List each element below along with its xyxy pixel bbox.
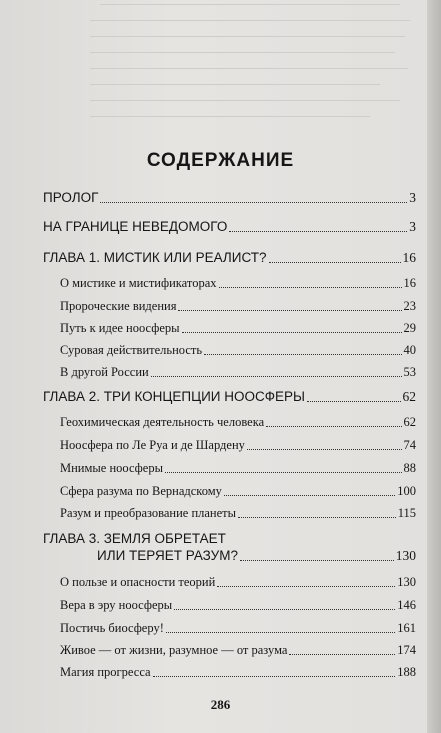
toc-entry-label: В другой России xyxy=(60,365,149,379)
toc-entry-label: Живое — от жизни, разумное — от разума xyxy=(60,643,288,657)
toc-entry-label: Постичь биосферу! xyxy=(60,621,164,635)
dot-leader xyxy=(182,332,402,333)
toc-entry-section[interactable] xyxy=(60,462,416,476)
toc-entry-section[interactable] xyxy=(60,599,416,613)
toc-entry-label: О пользе и опасности теорий xyxy=(60,575,216,589)
toc-entry-label: ГЛАВА 1. МИСТИК ИЛИ РЕАЛИСТ? xyxy=(43,250,267,265)
toc-entry-label: О мистике и мистификаторах xyxy=(60,276,217,290)
toc-entry-page: 62 xyxy=(402,389,416,404)
toc-entry-label: Вера в эру ноосферы xyxy=(60,598,173,612)
toc-entry-label: Суровая действительность xyxy=(60,343,203,357)
toc-entry-chapter-2[interactable] xyxy=(43,390,416,405)
toc-entry-page: 62 xyxy=(403,415,416,429)
toc-entry-section[interactable] xyxy=(60,666,416,680)
toc-entry-section[interactable] xyxy=(60,344,416,358)
toc-entry-section[interactable] xyxy=(60,644,416,658)
toc-entry-label: Путь к идее ноосферы xyxy=(60,321,180,335)
toc-entry-page: 130 xyxy=(395,548,416,563)
dot-leader xyxy=(289,654,395,655)
toc-entry-chapter-3-line-1[interactable]: ГЛАВА 3. ЗЕМЛЯ ОБРЕТАЕТ xyxy=(43,531,226,546)
toc-entry-label: НА ГРАНИЦЕ НЕВЕДОМОГО xyxy=(43,219,228,234)
toc-entry-page: 100 xyxy=(397,484,416,498)
dot-leader xyxy=(151,376,402,377)
toc-entry-page: 40 xyxy=(403,343,416,357)
toc-entry-section[interactable] xyxy=(60,622,416,636)
toc-entry-label: Разум и преобразование планеты xyxy=(60,506,237,520)
toc-entry-section[interactable] xyxy=(60,485,416,499)
toc-entry-page: 3 xyxy=(409,190,416,205)
page-edge xyxy=(427,0,441,733)
dot-leader xyxy=(240,560,394,561)
toc-entry-page: 53 xyxy=(403,365,416,379)
dot-leader xyxy=(238,517,396,518)
toc-entry-label: ГЛАВА 2. ТРИ КОНЦЕПЦИИ НООСФЕРЫ xyxy=(43,389,305,404)
toc-entry-page: 29 xyxy=(403,321,416,335)
dot-leader xyxy=(165,472,402,473)
dot-leader xyxy=(174,609,395,610)
dot-leader xyxy=(219,287,402,288)
toc-entry-page: 115 xyxy=(397,506,416,520)
toc-entry-page: 88 xyxy=(403,461,416,475)
page-number: 286 xyxy=(210,697,231,712)
toc-entry-section[interactable] xyxy=(60,416,416,430)
dot-leader xyxy=(229,231,407,232)
toc-entry-section[interactable] xyxy=(60,439,416,453)
toc-entry-page: 188 xyxy=(397,665,416,679)
dot-leader xyxy=(247,449,402,450)
toc-entry-page: 23 xyxy=(403,299,416,313)
dot-leader xyxy=(217,586,395,587)
toc-entry-label: Ноосфера по Ле Руа и де Шардену xyxy=(60,438,245,452)
toc-entry-page: 74 xyxy=(403,438,416,452)
toc-entry-section[interactable] xyxy=(60,366,416,380)
toc-entry-section[interactable] xyxy=(60,576,416,590)
toc-entry-unknown-border[interactable] xyxy=(43,220,416,235)
toc-entry-page: 146 xyxy=(397,598,416,612)
toc-entry-label: Мнимые ноосферы xyxy=(60,461,163,475)
toc-entry-page: 130 xyxy=(397,575,416,589)
toc-entry-label: Пророческие видения xyxy=(60,299,177,313)
dot-leader xyxy=(204,354,401,355)
toc-entry-label: ИЛИ ТЕРЯЕТ РАЗУМ? xyxy=(97,548,239,563)
toc-entry-page: 16 xyxy=(402,250,416,265)
toc-entry-page: 16 xyxy=(403,276,416,290)
toc-entry-prologue[interactable] xyxy=(43,191,416,206)
toc-entry-chapter-1[interactable] xyxy=(43,251,416,266)
dot-leader xyxy=(266,426,401,427)
toc-entry-page: 161 xyxy=(397,621,416,635)
dot-leader xyxy=(307,401,401,402)
toc-entry-section[interactable] xyxy=(60,300,416,314)
toc-entry-page: 174 xyxy=(397,643,416,657)
dot-leader xyxy=(224,495,395,496)
page-title: СОДЕРЖАНИЕ xyxy=(146,150,295,171)
toc-entry-label: Геохимическая деятельность человека xyxy=(60,415,265,429)
toc-entry-label: ПРОЛОГ xyxy=(43,190,99,205)
dot-leader xyxy=(100,202,407,203)
toc-entry-section[interactable] xyxy=(60,277,416,291)
dot-leader xyxy=(269,262,401,263)
toc-entry-label: Магия прогресса xyxy=(60,665,151,679)
toc-entry-section[interactable] xyxy=(60,322,416,336)
dot-leader xyxy=(153,676,396,677)
toc-entry-section[interactable] xyxy=(60,507,416,521)
toc-entry-page: 3 xyxy=(409,219,416,234)
show-through-text xyxy=(90,4,420,132)
toc-entry-chapter-3[interactable] xyxy=(97,549,416,564)
toc-entry-label: Сфера разума по Вернадскому xyxy=(60,484,222,498)
dot-leader xyxy=(166,632,395,633)
dot-leader xyxy=(178,310,401,311)
